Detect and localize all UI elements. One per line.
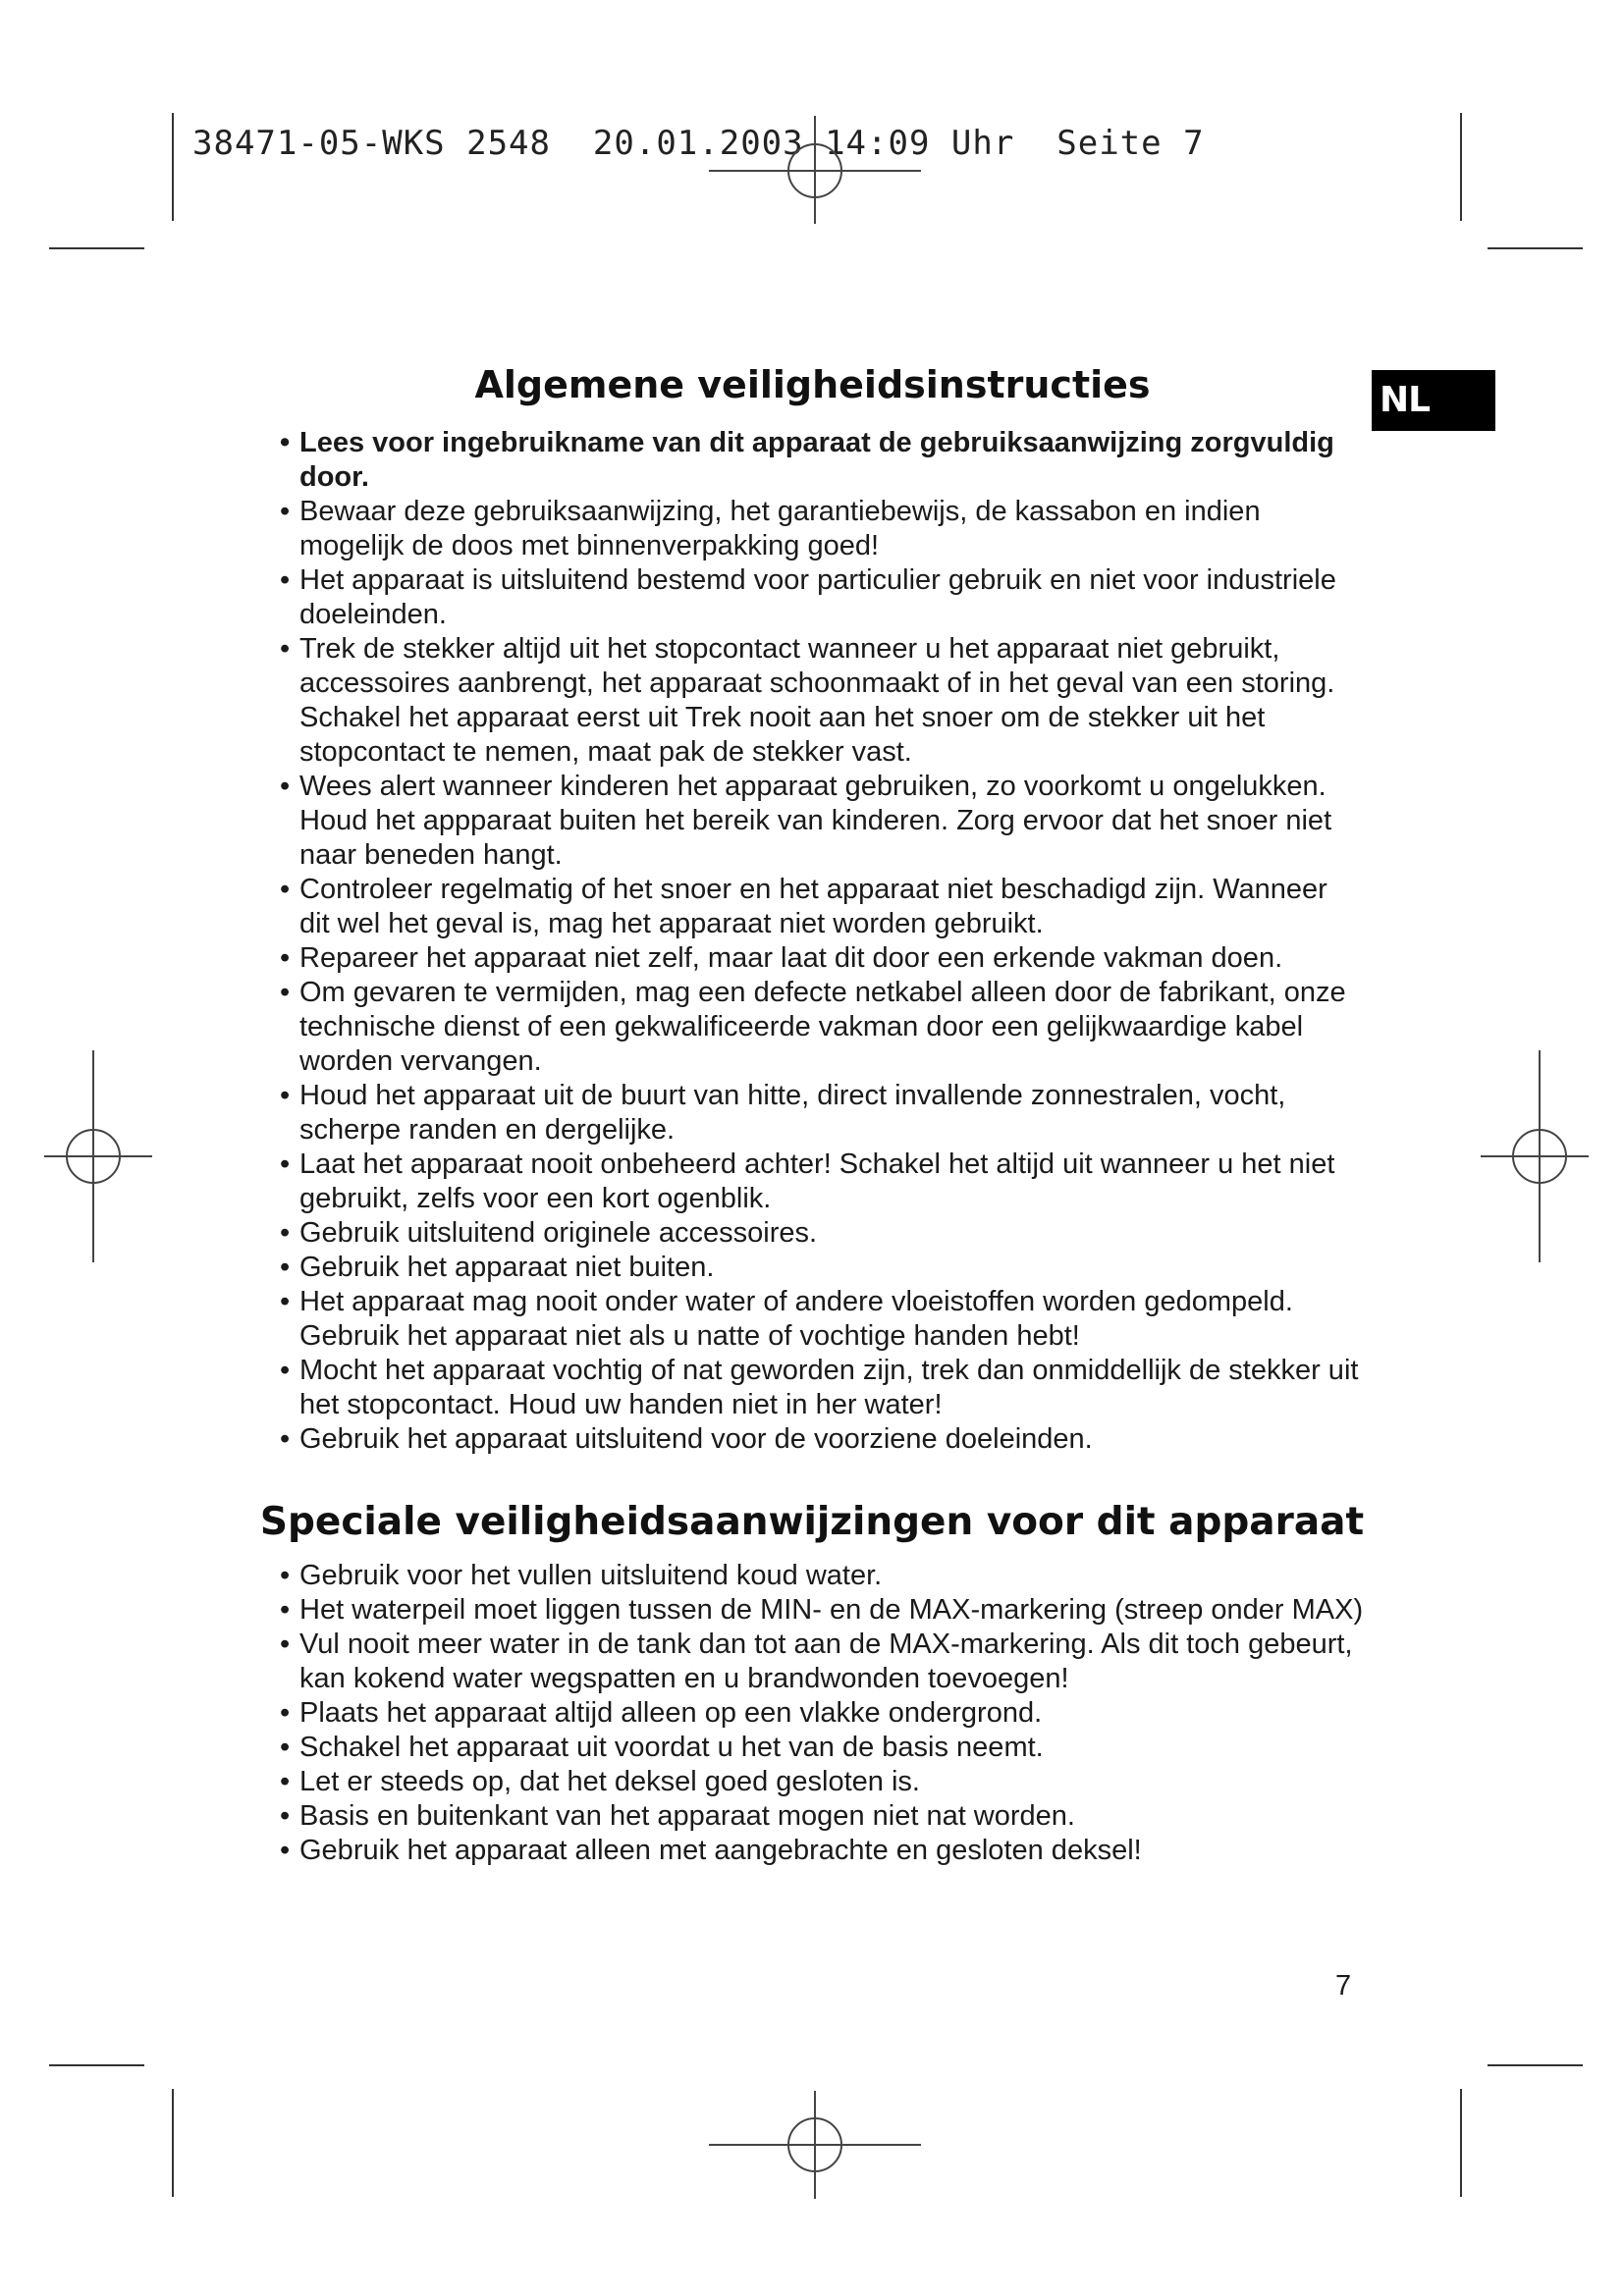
print-slug: 38471-05-WKS 2548 20.01.2003 14:09 Uhr Seite 7 bbox=[192, 124, 1205, 163]
list-item: • Mocht het apparaat vochtig of nat geworden zijn, trek dan onmiddellijk de stekker uit het stopcontact. Houd uw handen niet in her water! bbox=[255, 1354, 1365, 1422]
list-item: • Basis en buitenkant van het apparaat mogen niet nat worden. bbox=[255, 1799, 1365, 1834]
crop-mark bbox=[1460, 2089, 1462, 2197]
list-item: • Gebruik het apparaat uitsluitend voor de voorziene doeleinden. bbox=[255, 1422, 1365, 1457]
list-item: • Gebruik het apparaat niet buiten. bbox=[255, 1251, 1365, 1285]
crop-mark bbox=[49, 2064, 144, 2066]
crop-mark bbox=[1488, 247, 1583, 249]
list-item: • Repareer het apparaat niet zelf, maar laat dit door een erkende vakman doen. bbox=[255, 941, 1365, 976]
list-item: • Schakel het apparaat uit voordat u het van de basis neemt. bbox=[255, 1731, 1365, 1765]
registration-mark-icon bbox=[1481, 1050, 1589, 1262]
section-title: Speciale veiligheidsaanwijzingen voor dit apparaat bbox=[259, 1500, 1365, 1544]
crop-mark bbox=[172, 113, 174, 221]
list-item: • Lees voor ingebruikname van dit apparaat de gebruiksaanwijzing zorgvuldig door. bbox=[255, 426, 1365, 495]
registration-mark-icon bbox=[709, 2091, 921, 2199]
crop-mark bbox=[172, 2089, 174, 2197]
list-item: • Houd het apparaat uit de buurt van hitte, direct invallende zonnestralen, vocht, scherpe randen en dergelijke. bbox=[255, 1079, 1365, 1148]
list-item: • Laat het apparaat nooit onbeheerd achter! Schakel het altijd uit wanneer u het niet gebruikt, zelfs voor een kort ogenblik. bbox=[255, 1148, 1365, 1216]
crop-mark bbox=[1460, 113, 1462, 221]
language-tab: NL bbox=[1372, 370, 1495, 431]
list-item: • Vul nooit meer water in de tank dan tot aan de MAX-markering. Als dit toch gebeurt, kan kokend water wegspatten en u brandwonden toevoegen! bbox=[255, 1628, 1365, 1696]
list-item: • Controleer regelmatig of het snoer en het apparaat niet beschadigd zijn. Wanneer dit wel het geval is, mag het apparaat niet worden gebruikt. bbox=[255, 873, 1365, 941]
crop-mark bbox=[1488, 2064, 1583, 2066]
page-number: 7 bbox=[1335, 1970, 1352, 2002]
registration-mark-icon bbox=[709, 116, 921, 224]
list-item: • Het waterpeil moet liggen tussen de MIN- en de MAX-markering (streep onder MAX) bbox=[255, 1593, 1365, 1628]
list-item: • Trek de stekker altijd uit het stopcontact wanneer u het apparaat niet gebruikt, accessoires aanbrengt, het apparaat schoonmaakt of in het geval van een storing. Schakel het apparaat eerst uit Trek nooit aan het snoer om de stekker uit het stopcontact te nemen, maat pak de stekker vast. bbox=[255, 632, 1365, 770]
list-item: • Gebruik uitsluitend originele accessoires. bbox=[255, 1216, 1365, 1251]
list-item: • Wees alert wanneer kinderen het apparaat gebruiken, zo voorkomt u ongelukken. Houd het appparaat buiten het bereik van kinderen. Zorg ervoor dat het snoer niet naar beneden hangt. bbox=[255, 770, 1365, 873]
list-item: • Om gevaren te vermijden, mag een defecte netkabel alleen door de fabrikant, onze technische dienst of een gekwalificeerde vakman door een gelijkwaardige kabel worden vervangen. bbox=[255, 976, 1365, 1079]
list-item: • Gebruik voor het vullen uitsluitend koud water. bbox=[255, 1559, 1365, 1593]
list-item: • Let er steeds op, dat het deksel goed gesloten is. bbox=[255, 1765, 1365, 1799]
crop-mark bbox=[49, 247, 144, 249]
list-item: • Het apparaat mag nooit onder water of andere vloeistoffen worden gedompeld. Gebruik het apparaat niet als u natte of vochtige handen hebt! bbox=[255, 1285, 1365, 1354]
special-safety-list bbox=[255, 1559, 1365, 1868]
section-title: Algemene veiligheidsinstructies bbox=[474, 363, 1151, 406]
list-item: • Gebruik het apparaat alleen met aangebrachte en gesloten deksel! bbox=[255, 1834, 1365, 1868]
safety-instructions-list bbox=[255, 426, 1365, 1457]
list-item: • Het apparaat is uitsluitend bestemd voor particulier gebruik en niet voor industriele doeleinden. bbox=[255, 563, 1365, 632]
list-item: • Plaats het apparaat altijd alleen op een vlakke ondergrond. bbox=[255, 1696, 1365, 1731]
list-item: • Bewaar deze gebruiksaanwijzing, het garantiebewijs, de kassabon en indien mogelijk de doos met binnenverpakking goed! bbox=[255, 495, 1365, 563]
registration-mark-icon bbox=[44, 1050, 152, 1262]
